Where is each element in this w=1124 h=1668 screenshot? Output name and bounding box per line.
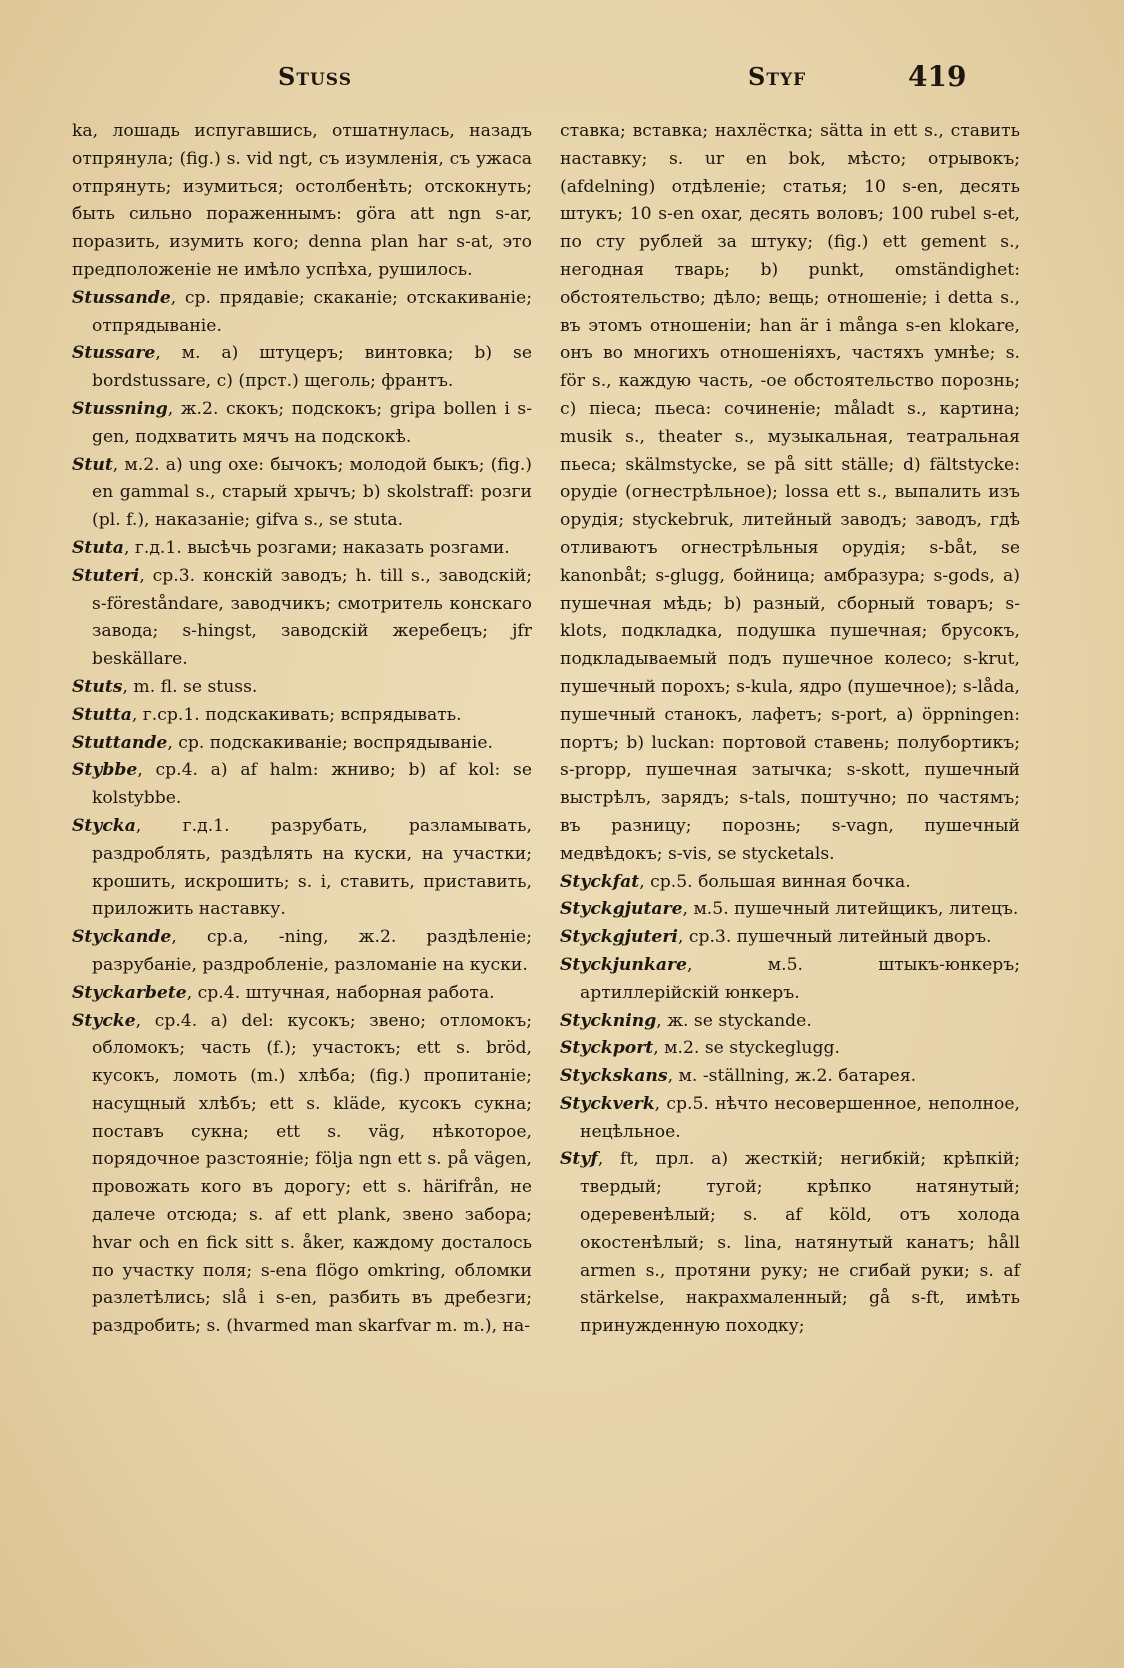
dictionary-entry: Styckgjuteri, ср.3. пушечный литейный дворъ. <box>560 927 992 948</box>
dictionary-entry: Stybbe, ср.4. a) af halm: жниво; b) af kol: se kolstybbe. <box>72 760 532 809</box>
entry-headword: Styf <box>560 1149 598 1170</box>
entry-headword: Stussare <box>72 343 156 364</box>
entry-headword: Stussande <box>72 287 171 308</box>
page-number: 419 <box>908 60 967 93</box>
dictionary-entry: Styckverk, ср.5. нѣчто несовершенное, неполное, нецѣльное. <box>560 1093 1020 1142</box>
dictionary-entry: Stussande, ср. прядавіе; скаканіе; отскакиваніе; отпрядываніе. <box>72 287 532 336</box>
page-header <box>0 62 1124 102</box>
entry-headword: Styckande <box>72 927 172 948</box>
dictionary-entry: Stussare, м. a) штуцеръ; винтовка; b) se bordstussare, c) (прст.) щеголь; франтъ. <box>72 343 532 392</box>
entry-headword: Styckverk <box>560 1093 655 1114</box>
dictionary-entry: Stuttande, ср. подскакиваніе; воспрядываніе. <box>72 732 494 753</box>
entry-headword: Styckport <box>560 1038 654 1059</box>
entry-headword: Styckning <box>560 1010 657 1031</box>
dictionary-entry: Stutta, г.ср.1. подскакивать; вспрядывать. <box>72 704 462 725</box>
dictionary-entry: Stuts, m. fl. se stuss. <box>72 676 258 697</box>
dictionary-entry: Styckjunkare, м.5. штыкъ-юнкеръ; артиллерійскій юнкеръ. <box>560 954 1020 1003</box>
dictionary-entry: Styckgjutare, м.5. пушечный литейщикъ, литецъ. <box>560 899 1019 920</box>
left-running-headword: Stuss <box>278 62 352 91</box>
entry-headword: Styckgjuteri <box>560 927 678 948</box>
entry-headword: Stuteri <box>72 565 140 586</box>
entry-headword: Styckfat <box>560 871 640 892</box>
left-column <box>72 118 532 1341</box>
entry-headword: Stussning <box>72 398 168 419</box>
entry-headword: Stuta <box>72 537 124 558</box>
dictionary-entry: Styf, ft, прл. a) жесткій; негибкій; крѣпкій; твердый; тугой; крѣпко натянутый; одеревенѣлый; s. af köld, отъ холода окостенѣлый; s. lina, натянутый канатъ; håll armen s., протяни руку; не сгибай руки; s. af stärkelse, накрахмаленный; gå s-ft, имѣть принужденную походку; <box>560 1149 1020 1337</box>
dictionary-entry: Stuteri, ср.3. конскій заводъ; h. till s., заводскій; s-föreståndare, заводчикъ; смотритель конскаго завода; s-hingst, заводскій жеребецъ; jfr beskällare. <box>72 565 532 670</box>
dictionary-entry: Styckning, ж. se styckande. <box>560 1010 812 1031</box>
dictionary-entry: ставка; вставка; нахлёстка; sätta in ett s., ставить наставку; s. ur en bok, мѣсто; отрывокъ; (afdelning) отдѣленіе; статья; 10 s-en, десять штукъ; 10 s-en oxar, десять воловъ; 100 rubel s-et, по сту рублей за штуку; (fig.) ett gement s., негодная тварь; b) punkt, omständighet: обстоятельство; дѣло; вещь; отношеніе; i detta s., въ этомъ отношеніи; han är i många s-en klokare, онъ во многихъ отношеніяхъ, частяхъ умнѣе; s. för s., каждую часть, -ое обстоятельство порознь; c) піеса; пьеса: сочиненіе; måladt s., картина; musik s., theater s., музыкальная, театральная пьеса; skälmstycke, se på sitt ställe; d) fältstycke: орудіе (огнестрѣльное); lossa ett s., выпалить изъ орудія; styckebruk, литейный заводъ; заводъ, гдѣ отливаютъ огнестрѣльныя орудія; s-båt, se kanonbåt; s-glugg, бойница; амбразура; s-gods, a) пушечная мѣдь; b) разный, сборный товаръ; s-klots, подкладка, подушка пушечная; брусокъ, подкладываемый подъ пушечное колесо; s-krut, пушечный порохъ; s-kula, ядро (пушечное); s-låda, пушечный станокъ, лафетъ; s-port, a) öppningen: портъ; b) luckan: портовой ставень; полубортикъ; s-propp, пушечная затычка; s-skott, пушечный выстрѣлъ, зарядъ; s-tals, поштучно; по частямъ; въ разницу; порознь; s-vagn, пушечный медвѣдокъ; s-vis, se stycketals. <box>560 121 1021 864</box>
entry-headword: Stuttande <box>72 732 168 753</box>
dictionary-entry: Styckskans, м. -ställning, ж.2. батарея. <box>560 1066 917 1087</box>
entry-headword: Styckarbete <box>72 982 187 1003</box>
dictionary-entry: Styckfat, ср.5. большая винная бочка. <box>560 871 911 892</box>
right-column <box>560 118 1020 1341</box>
dictionary-entry: Stussning, ж.2. скокъ; подскокъ; gripa bollen i s-gen, подхватить мячъ на подскокѣ. <box>72 398 532 447</box>
dictionary-entry: Stut, м.2. a) ung oxe: бычокъ; молодой быкъ; (fig.) en gammal s., старый хрычъ; b) skolstraff: розги (pl. f.), наказаніе; gifva s., se stuta. <box>72 454 532 531</box>
entry-headword: Stycka <box>72 815 136 836</box>
dictionary-entry: Styckande, ср.а, -ning, ж.2. раздѣленіе; разрубаніе, раздробленіе, разломаніе на куски. <box>72 927 532 975</box>
dictionary-entry: Styckport, м.2. se styckeglugg. <box>560 1038 840 1059</box>
entry-headword: Stybbe <box>72 760 138 781</box>
dictionary-entry: Stycka, г.д.1. разрубать, разламывать, раздроблять, раздѣлять на куски, на участки; крошить, искрошить; s. i, ставить, приставить, приложить наставку. <box>72 815 532 920</box>
entry-headword: Stutta <box>72 704 132 725</box>
entry-headword: Stycke <box>72 1010 136 1031</box>
entry-headword: Stut <box>72 454 113 475</box>
entry-headword: Styckskans <box>560 1066 668 1087</box>
right-running-headword: Styf <box>748 62 807 91</box>
dictionary-entry: Styckarbete, ср.4. штучная, наборная работа. <box>72 982 495 1003</box>
dictionary-entry: Stuta, г.д.1. высѣчь розгами; наказать розгами. <box>72 537 510 558</box>
dictionary-entry: Stycke, ср.4. a) del: кусокъ; звено; отломокъ; обломокъ; часть (f.); участокъ; ett s. bröd, кусокъ, ломоть (m.) хлѣба; (fig.) пропитаніе; насущный хлѣбъ; ett s. kläde, кусокъ сукна; поставъ сукна; ett s. väg, нѣкоторое, порядочное разстояніе; följa ngn ett s. på vägen, провожать кого въ дорогу; ett s. härifrån, не далече отсюда; s. af ett plank, звено забора; hvar och en fick sitt s. åker, каждому досталось по участку поля; s-ena flögo omkring, обломки разлетѣлись; slå i s-en, разбить въ дребезги; раздробить; s. (hvarmed man skarfvar m. m.), на- <box>72 1010 532 1337</box>
entry-headword: Stuts <box>72 676 123 697</box>
entry-headword: Styckgjutare <box>560 899 683 920</box>
entry-headword: Styckjunkare <box>560 954 687 975</box>
dictionary-entry: ka, лошадь испугавшись, отшатнулась, назадъ отпрянула; (fig.) s. vid ngt, съ изумленія, съ ужаса отпрянуть; изумиться; остолбенѣть; отскокнуть; быть сильно пораженнымъ: göra att ngn s-ar, поразить, изумить кого; denna plan har s-at, это предположеніе не имѣло успѣха, рушилось. <box>72 121 532 280</box>
